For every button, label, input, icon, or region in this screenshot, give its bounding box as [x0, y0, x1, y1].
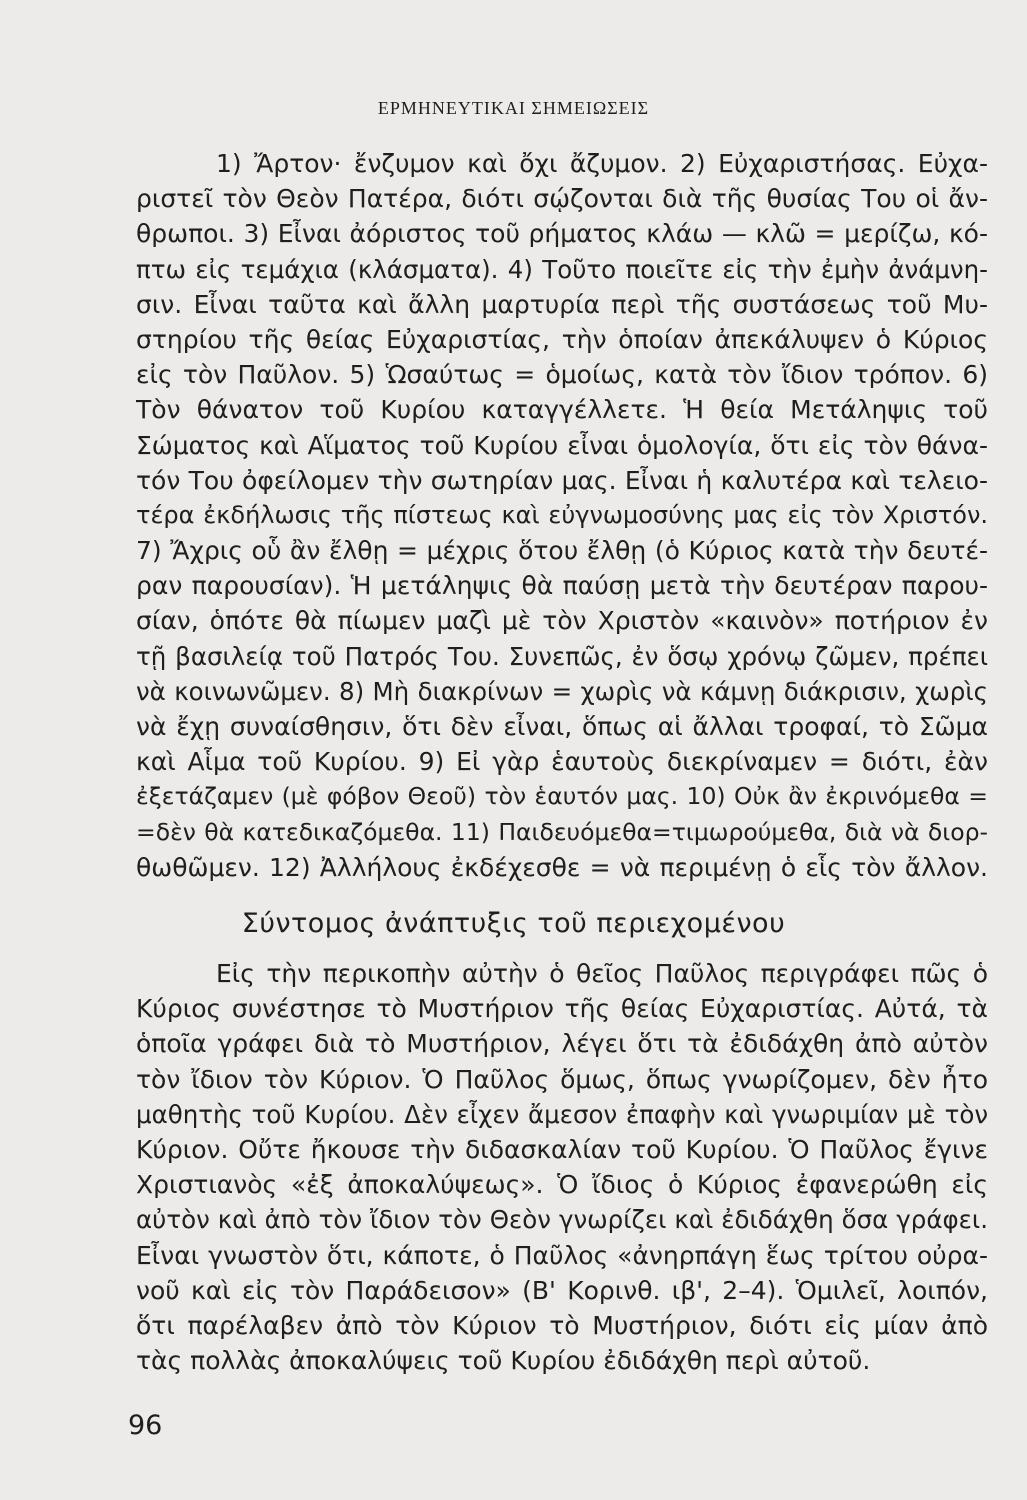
- text-line: Σώματος καὶ Αἵματος τοῦ Κυρίου εἶναι ὁμολογία, ὅτι εἰς τὸν θάνα-: [136, 430, 988, 460]
- text-line: Εἰς τὴν περικοπὴν αὐτὴν ὁ θεῖος Παῦλος περιγράφει πῶς ὁ: [216, 959, 988, 988]
- text-line: Κύριον. Οὔτε ἤκουσε τὴν διδασκαλίαν τοῦ Κυρίου. Ὁ Παῦλος ἔγινε: [136, 1134, 988, 1164]
- text-line: νὰ κοινωνῶμεν. 8) Μὴ διακρίνων = χωρὶς νὰ κάμνῃ διάκρισιν, χωρὶς: [136, 676, 988, 706]
- section-heading: ΕΡΜΗΝΕΥΤΙΚΑΙ ΣΗΜΕΙΩΣΕΙΣ: [377, 98, 650, 118]
- text-line: εἰς τὸν Παῦλον. 5) Ὡσαύτως = ὁμοίως, κατὰ τὸν ἴδιον τρόπον. 6): [136, 360, 988, 390]
- text-line: μαθητὴς τοῦ Κυρίου. Δὲν εἶχεν ἄμεσον ἐπαφὴν καὶ γνωριμίαν μὲ τὸν: [136, 1099, 988, 1129]
- text-line: θρωποι. 3) Εἶναι ἀόριστος τοῦ ρήματος κλάω — κλῶ = μερίζω, κό-: [136, 219, 988, 249]
- text-line: πτω εἰς τεμάχια (κλάσματα). 4) Τοῦτο ποιεῖτε εἰς τὴν ἐμὴν ἀνάμνη-: [136, 254, 988, 284]
- text-line: ἐξετάζαμεν (μὲ φόβον Θεοῦ) τὸν ἑαυτόν μας. 10) Οὐκ ἂν ἐκρινόμεθα =: [136, 782, 988, 811]
- text-line: νοῦ καὶ εἰς τὸν Παράδεισον» (Β' Κορινθ. ιβ', 2–4). Ὁμιλεῖ, λοιπόν,: [136, 1275, 988, 1305]
- text-line: 7) Ἄχρις οὗ ἂν ἔλθῃ = μέχρις ὅτου ἔλθῃ (ὁ Κύριος κατὰ τὴν δευτέ-: [136, 536, 988, 566]
- explanatory-notes: [136, 146, 988, 885]
- text-line: αὐτὸν καὶ ἀπὸ τὸν ἴδιον τὸν Θεὸν γνωρίζει καὶ ἐδιδάχθη ὅσα γράφει.: [136, 1205, 988, 1235]
- text-line: τῇ βασιλείᾳ τοῦ Πατρός Του. Συνεπῶς, ἐν ὅσῳ χρόνῳ ζῶμεν, πρέπει: [136, 641, 988, 671]
- text-line: ριστεῖ τὸν Θεὸν Πατέρα, διότι σῴζονται διὰ τῆς θυσίας Του οἱ ἄν-: [136, 184, 988, 214]
- text-line: τόν Του ὀφείλομεν τὴν σωτηρίαν μας. Εἶναι ἡ καλυτέρα καὶ τελειο-: [136, 465, 988, 495]
- text-line: καὶ Αἷμα τοῦ Κυρίου. 9) Εἰ γὰρ ἑαυτοὺς διεκρίναμεν = διότι, ἐὰν: [136, 747, 988, 777]
- text-line: =δὲν θὰ κατεδικαζόμεθα. 11) Παιδευόμεθα=τιμωρούμεθα, διὰ νὰ διορ-: [136, 817, 988, 846]
- text-line: τὸν ἴδιον τὸν Κύριον. Ὁ Παῦλος ὅμως, ὅπως γνωρίζομεν, δὲν ἦτο: [136, 1064, 988, 1094]
- text-line: τὰς πολλὰς ἀποκαλύψεις τοῦ Κυρίου ἐδιδάχθη περὶ αὐτοῦ.: [136, 1346, 871, 1376]
- text-line: νὰ ἔχῃ συναίσθησιν, ὅτι δὲν εἶναι, ὅπως αἱ ἄλλαι τροφαί, τὸ Σῶμα: [136, 712, 988, 741]
- text-line: τέρα ἐκδήλωσις τῆς πίστεως καὶ εὐγνωμοσύνης μας εἰς τὸν Χριστόν.: [136, 500, 988, 529]
- text-line: ὅτι παρέλαβεν ἀπὸ τὸν Κύριον τὸ Μυστήριον, διότι εἰς μίαν ἀπὸ: [136, 1310, 988, 1340]
- text-line: ὁποῖα γράφει διὰ τὸ Μυστήριον, λέγει ὅτι τὰ ἐδιδάχθη ἀπὸ αὐτὸν: [136, 1029, 988, 1059]
- text-line: σιν. Εἶναι ταῦτα καὶ ἄλλη μαρτυρία περὶ τῆς συστάσεως τοῦ Μυ-: [136, 289, 988, 319]
- text-line: ραν παρουσίαν). Ἡ μετάληψις θὰ παύσῃ μετὰ τὴν δευτέραν παρου-: [136, 571, 988, 601]
- text-line: 1) Ἄρτον· ἔνζυμον καὶ ὄχι ἄζυμον. 2) Εὐχαριστήσας. Εὐχα-: [216, 149, 988, 178]
- summary-heading: Σύντομος ἀνάπτυξις τοῦ περιεχομένου: [241, 908, 786, 939]
- text-line: Κύριος συνέστησε τὸ Μυστήριον τῆς θείας Εὐχαριστίας. Αὐτά, τὰ: [136, 994, 988, 1024]
- page-number: 96: [128, 1410, 163, 1441]
- text-line: θωθῶμεν. 12) Ἀλλήλους ἐκδέχεσθε = νὰ περιμένῃ ὁ εἷς τὸν ἄλλον.: [136, 852, 988, 882]
- text-line: Εἶναι γνωστὸν ὅτι, κάποτε, ὁ Παῦλος «ἀνηρπάγη ἕως τρίτου οὐρα-: [136, 1240, 988, 1270]
- text-line: στηρίου τῆς θείας Εὐχαριστίας, τὴν ὁποίαν ἀπεκάλυψεν ὁ Κύριος: [136, 324, 988, 354]
- text-line: Χριστιανὸς «ἐξ ἀποκαλύψεως». Ὁ ἴδιος ὁ Κύριος ἐφανερώθη εἰς: [136, 1170, 988, 1200]
- text-line: Τὸν θάνατον τοῦ Κυρίου καταγγέλλετε. Ἡ θεία Μετάληψις τοῦ: [136, 395, 988, 425]
- text-line: σίαν, ὁπότε θὰ πίωμεν μαζὶ μὲ τὸν Χριστὸν «καινὸν» ποτήριον ἐν: [136, 606, 988, 636]
- summary-text: [136, 956, 988, 1378]
